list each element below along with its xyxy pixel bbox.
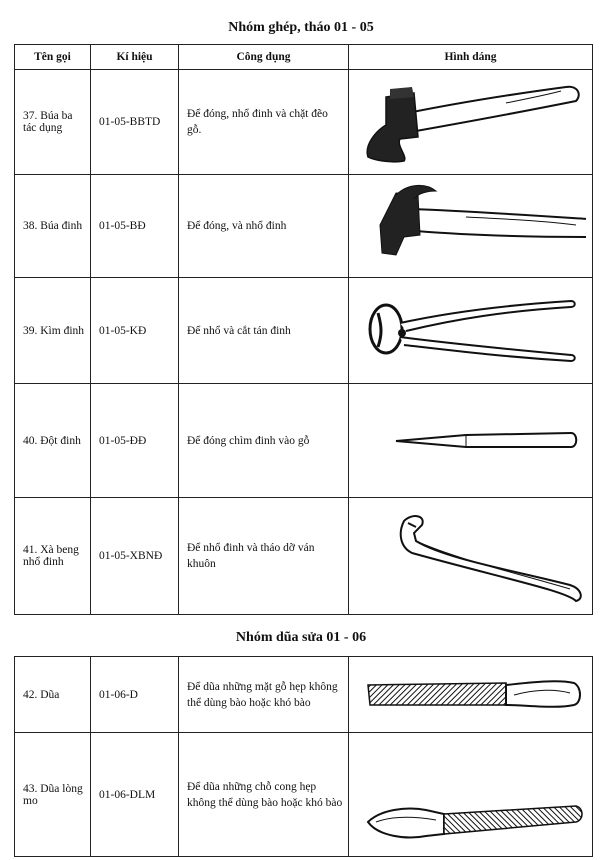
table-row [15,657,593,733]
table-header-row [15,45,593,70]
tools-table-filing [14,656,593,857]
tool-use: Để đóng, và nhổ đinh [179,175,349,278]
tool-name: 40. Đột đinh [15,384,91,498]
table-row [15,70,593,175]
tool-name: 37. Búa ba tác dụng [15,70,91,175]
tool-use: Để dũa những mặt gỗ hẹp không thể dùng bào hoặc khó bào [179,657,349,733]
tool-use: Để nhổ đinh và tháo dỡ ván khuôn [179,498,349,615]
crowbar-icon [356,501,586,611]
tool-name: 41. Xà beng nhổ đinh [15,498,91,615]
table-row [15,278,593,384]
tool-shape-cell [349,278,593,384]
tool-shape-cell [349,70,593,175]
tool-shape-cell [349,175,593,278]
flat-file-icon [356,665,586,725]
tools-table-assembly [14,44,593,615]
header-name: Tên gọi [15,45,91,70]
tool-code: 01-05-ĐĐ [91,384,179,498]
tool-code: 01-06-DLM [91,733,179,857]
tool-code: 01-05-BĐ [91,175,179,278]
table-row [15,733,593,857]
tool-shape-cell [349,384,593,498]
table-row [15,498,593,615]
tool-use: Để nhổ và cắt tán đinh [179,278,349,384]
claw-hammer-icon [356,179,586,274]
header-use: Công dụng [179,45,349,70]
group-title-assembly: Nhóm ghép, tháo 01 - 05 [228,20,374,35]
header-code: Kí hiệu [91,45,179,70]
tool-name: 42. Dũa [15,657,91,733]
table-row [15,384,593,498]
tool-shape-cell [349,657,593,733]
tool-use: Để đóng chìm đinh vào gỗ [179,384,349,498]
nail-pincers-icon [356,283,586,378]
tool-use: Để đóng, nhổ đinh và chặt đẽo gỗ. [179,70,349,175]
tool-shape-cell [349,498,593,615]
tool-shape-cell [349,733,593,857]
nail-punch-icon [356,411,586,471]
tool-use: Để dũa những chỗ cong hẹp không thể dùng bào hoặc khó bào [179,733,349,857]
tool-code: 01-05-KĐ [91,278,179,384]
tool-name: 38. Búa đinh [15,175,91,278]
half-round-file-icon [356,740,586,850]
three-function-hammer-icon [356,75,586,170]
tool-code: 01-05-BBTD [91,70,179,175]
group-title-filing: Nhóm dũa sửa 01 - 06 [235,630,367,645]
tool-code: 01-06-D [91,657,179,733]
header-shape: Hình dáng [349,45,593,70]
tool-name: 39. Kìm đinh [15,278,91,384]
tool-name: 43. Dũa lòng mo [15,733,91,857]
tool-code: 01-05-XBNĐ [91,498,179,615]
table-row [15,175,593,278]
